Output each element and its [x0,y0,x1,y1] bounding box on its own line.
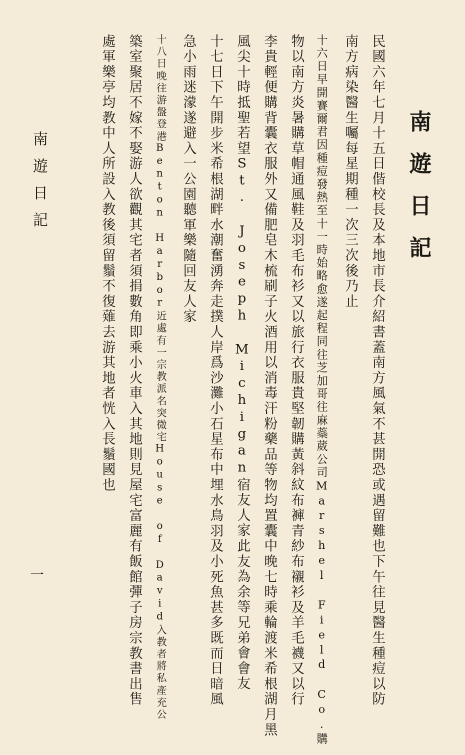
page-number: 一 [30,568,44,584]
text-column-4: 物以南方炎暑購草帽通風鞋及羽毛布衫又以旅行衣服貴堅韌購黃斜紋布褲青紗布襯衫及羊毛襪又以行 [288,34,304,708]
page-title: 南遊日記 [406,110,432,278]
text-column-1: 民國六年七月十五日偕校長及本地市長介紹書蓋南方風氣不甚開恐或遇留難也下午往見醫生種痘以防 [369,34,385,708]
text-column-8: 急小雨迷濛遂避入一公園聽軍樂隨回友人家 [180,34,196,325]
text-column-10: 築室聚居不嫁不娶游人欲觀其宅者須捐數角即乘小火車入其地則見屋宅富麗有飯館彈子房宗教書出售 [126,34,142,708]
text-column-7: 十七日下午開步米希根湖畔水潮奮湧奔走撲人岸爲沙灘小石星布中埋水鳥羽及小死魚甚多既而日暗風 [207,34,223,708]
running-header: 南遊日記 [31,131,49,239]
text-column-5: 李貴輕便購背囊衣服外又備肥皂木梳刷子火酒用以消毒汗粉藥品等物均置囊中晚七時乘輪渡米希根湖月黑 [261,34,277,738]
text-column-11: 處軍樂亭均教中人所設入教後須留鬚不復薙去游其地者恍入長鬚國也 [99,34,115,493]
text-column-9: 十八日晚往游盤登港Benton Harbor近處有一宗教派名突微宅House of David入教者將私產充公 [154,34,166,722]
text-column-6: 風尖十時抵聖若望St. Joseph Michigan宿友人家此友為余等兄弟會會友 [234,34,250,692]
text-column-3: 十六日早開賽爾君因種痘發熱至十一時始略愈遂起程同往芝加哥往麻蘂葳公司Marshel Field Co.購 [315,34,329,746]
text-column-2: 南方病染醫生囑每星期種一次三次後乃止 [342,34,358,310]
